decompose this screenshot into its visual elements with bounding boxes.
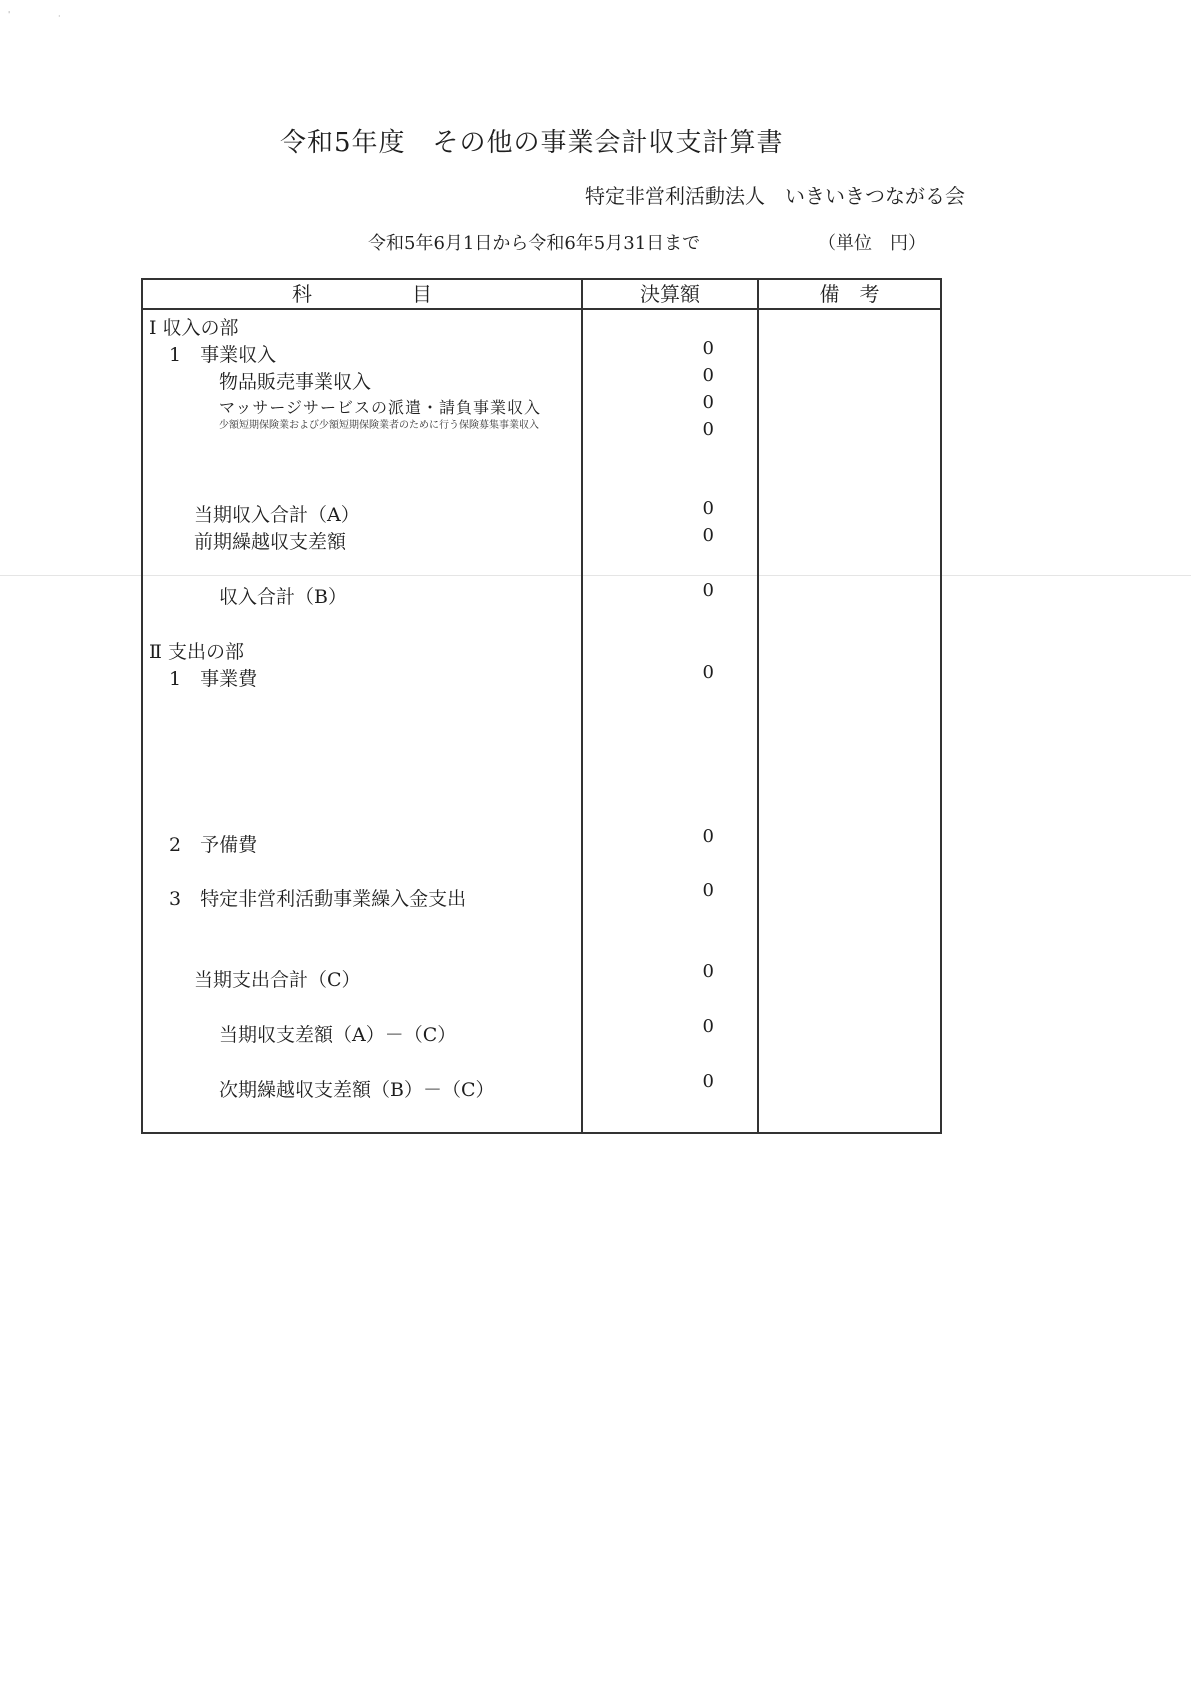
table-row-label: 当期支出合計（C） [194,969,361,991]
table-row-label: 1 事業収入 [169,344,277,366]
table-row-value: 0 [702,826,714,847]
scan-mark: · [58,12,61,21]
table-row-value: 0 [702,525,714,546]
table-row-label: 次期繰越収支差額（B）－（C） [219,1079,495,1101]
column-divider [581,280,583,1132]
table-row-value: 0 [702,662,714,683]
table-row-value: 0 [702,1071,714,1092]
table-row-label: 当期収支差額（A）－（C） [219,1024,457,1046]
table-row-label: 2 予備費 [169,834,258,856]
table-row-value: 0 [702,419,714,440]
header-amount: 決算額 [640,282,700,306]
table-row-label: 1 事業費 [169,668,258,690]
header-remarks: 備 考 [819,282,880,306]
section-expenditure: Ⅱ 支出の部 [149,641,244,663]
table-row-value: 0 [702,498,714,519]
column-divider [757,280,759,1132]
table-row-value: 0 [702,580,714,601]
table-row-label: 当期収入合計（A） [194,504,360,526]
table-row-value: 0 [702,365,714,386]
table-row-value: 0 [702,880,714,901]
table-row-label: 物品販売事業収入 [219,371,372,393]
currency-unit: （単位 円） [818,233,926,254]
income-expenditure-table [141,278,942,1134]
table-row-label: 前期繰越収支差額 [194,531,347,553]
table-row-value: 0 [702,338,714,359]
scan-mark: ' [8,10,11,19]
table-header [143,280,940,310]
table-row-label: 少額短期保険業および少額短期保険業者のために行う保険募集事業収入 [219,420,539,431]
section-income: Ⅰ 収入の部 [149,317,239,339]
fiscal-period: 令和5年6月1日から令和6年5月31日まで [368,233,701,254]
header-item: 科 目 [292,282,432,306]
organization-name: 特定非営利活動法人 いきいきつながる会 [585,184,965,208]
table-row-value: 0 [702,392,714,413]
table-row-value: 0 [702,1016,714,1037]
table-row-label: 収入合計（B） [219,586,347,608]
table-row-label: マッサージサービスの派遣・請負事業収入 [219,398,542,417]
table-row-value: 0 [702,961,714,982]
table-row-label: 3 特定非営利活動事業繰入金支出 [169,888,467,910]
document-title: 令和5年度 その他の事業会計収支計算書 [280,128,784,158]
